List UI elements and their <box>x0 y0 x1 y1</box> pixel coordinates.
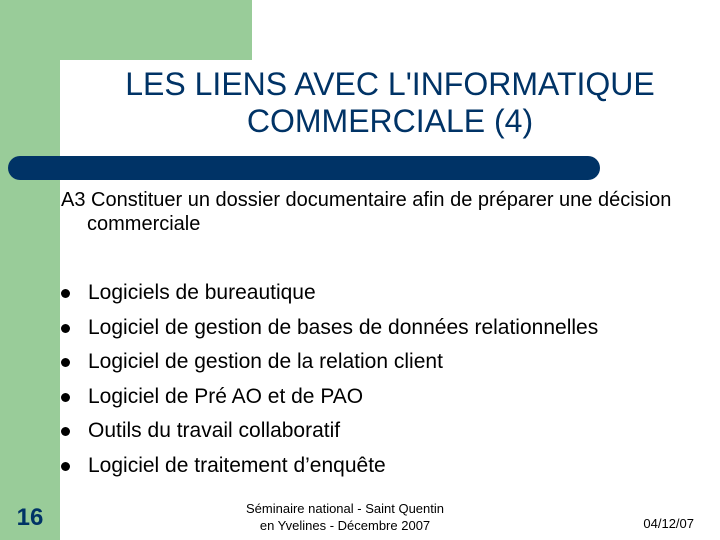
bullet-item <box>60 349 720 384</box>
bullet-text: Logiciel de gestion de bases de données relationnelles <box>88 315 599 339</box>
bullet-dot-icon <box>61 289 70 298</box>
bullet-item <box>60 384 720 419</box>
bullet-item <box>60 280 720 315</box>
slide-title-line-2: COMMERCIALE (4) <box>246 103 534 139</box>
bullet-text: Logiciel de Pré AO et de PAO <box>88 384 364 408</box>
bullet-item <box>60 315 720 350</box>
bullet-text: Outils du travail collaboratif <box>88 419 341 443</box>
bullet-dot-icon <box>61 427 70 436</box>
bullet-list <box>60 280 720 488</box>
footer-date: 04/12/07 <box>643 516 694 531</box>
slide-title-line-1: LES LIENS AVEC L'INFORMATIQUE <box>125 66 655 102</box>
decorative-green-sidebar <box>0 0 60 540</box>
bullet-text: Logiciels de bureautique <box>88 281 316 304</box>
bullet-dot-icon <box>61 393 70 402</box>
slide-subtitle: A3 Constituer un dossier documentaire afin de préparer une décision commerciale <box>61 189 672 235</box>
bullet-dot-icon <box>61 462 70 471</box>
bullet-item <box>60 453 720 488</box>
slide-page-number: 16 <box>16 504 44 531</box>
slide-title <box>60 66 720 140</box>
bullet-item <box>60 418 720 453</box>
bullet-text: Logiciel de traitement d’enquête <box>88 453 386 477</box>
bullet-dot-icon <box>61 324 70 333</box>
footer-event-line-2: en Yvelines - Décembre 2007 <box>259 518 431 533</box>
bullet-dot-icon <box>61 358 70 367</box>
footer-event-text <box>200 500 490 534</box>
footer-event-line-1: Séminaire national - Saint Quentin <box>245 501 444 516</box>
decorative-green-header-block <box>0 0 252 60</box>
bullet-text: Logiciel de gestion de la relation client <box>88 350 443 374</box>
title-divider-bar <box>8 156 600 180</box>
